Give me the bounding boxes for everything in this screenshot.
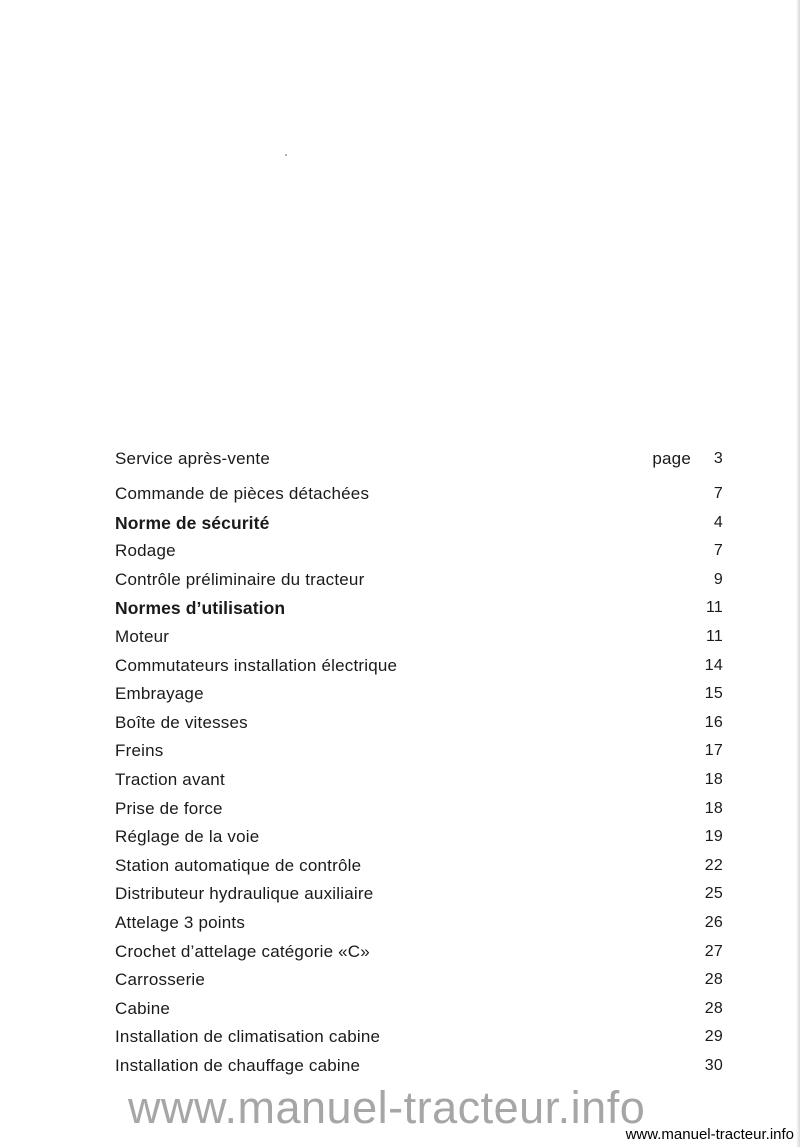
toc-entry-title: Traction avant xyxy=(115,769,225,789)
toc-entry xyxy=(115,966,723,995)
toc-entry-title: Commande de pièces détachées xyxy=(115,484,370,503)
toc-entry-page: 17 xyxy=(704,742,723,760)
toc-entry xyxy=(115,880,723,909)
toc-entry-title: Boîte de vitesses xyxy=(115,712,248,732)
toc-entry xyxy=(115,623,723,652)
toc-entry-title: Commutateurs installation électrique xyxy=(115,655,398,675)
toc-entry-page: 7 xyxy=(713,485,723,502)
toc-entry-page: 14 xyxy=(704,656,723,674)
toc-entry xyxy=(115,480,723,509)
toc-entry-title: Norme de sécurité xyxy=(115,512,270,533)
toc-entry-title: Distributeur hydraulique auxiliaire xyxy=(115,884,374,904)
toc-entry-title: Service après-vente xyxy=(115,449,270,468)
toc-entry xyxy=(115,995,723,1024)
page-edge-shadow xyxy=(796,0,800,1147)
toc-entry-page: 15 xyxy=(704,685,723,703)
toc-entry xyxy=(115,909,723,938)
toc-entry-page: 26 xyxy=(704,913,723,931)
toc-entry-page: 18 xyxy=(704,770,723,788)
toc-entry-page: 18 xyxy=(704,799,723,817)
toc-entry xyxy=(115,566,723,595)
toc-entry-page: 30 xyxy=(704,1056,723,1074)
toc-entry xyxy=(115,938,723,967)
toc-entry xyxy=(115,795,723,824)
table-of-contents xyxy=(115,446,723,1080)
toc-entry xyxy=(115,1052,723,1081)
toc-entry xyxy=(115,446,723,480)
toc-entry-page: 27 xyxy=(704,942,723,960)
watermark-small: www.manuel-tracteur.info xyxy=(625,1126,794,1143)
toc-entry-page: 7 xyxy=(713,542,723,560)
toc-entry xyxy=(115,709,723,738)
toc-entry-page: 29 xyxy=(704,1028,723,1046)
toc-entry-title: Rodage xyxy=(115,541,176,561)
toc-entry-title: Crochet d’attelage catégorie «C» xyxy=(115,941,370,961)
toc-entry-title: Freins xyxy=(115,741,164,761)
toc-entry xyxy=(115,737,723,766)
toc-entry-page: 9 xyxy=(713,570,723,588)
toc-entry-title: Attelage 3 points xyxy=(115,912,246,932)
toc-entry-page: 19 xyxy=(704,828,723,846)
toc-entry xyxy=(115,680,723,709)
toc-entry-page: 11 xyxy=(705,627,723,645)
toc-entry xyxy=(115,537,723,566)
toc-entry-title: Réglage de la voie xyxy=(115,827,260,847)
toc-entry-page: 28 xyxy=(704,971,723,989)
toc-page-label: page xyxy=(652,449,691,468)
toc-entry-title: Installation de climatisation cabine xyxy=(115,1027,381,1047)
toc-entry xyxy=(115,852,723,881)
toc-entry-page: 4 xyxy=(713,513,723,531)
toc-entry-page: 11 xyxy=(705,599,723,617)
toc-entry-title: Prise de force xyxy=(115,798,223,818)
toc-entry-title: Contrôle préliminaire du tracteur xyxy=(115,569,365,589)
toc-section-heading xyxy=(115,594,723,623)
toc-entry xyxy=(115,1023,723,1052)
toc-entry-page: 22 xyxy=(704,856,723,874)
toc-entry xyxy=(115,823,723,852)
toc-entry-title: Cabine xyxy=(115,998,171,1018)
toc-entry-title: Station automatique de contrôle xyxy=(115,855,362,875)
toc-entry-title: Normes d’utilisation xyxy=(115,598,286,619)
toc-entry-title: Carrosserie xyxy=(115,970,206,990)
toc-entry xyxy=(115,652,723,681)
watermark-large: www.manuel-tracteur.info xyxy=(128,1082,646,1133)
toc-entry-page: 3 xyxy=(713,450,723,467)
toc-section-heading xyxy=(115,509,723,538)
toc-entry-title: Embrayage xyxy=(115,684,204,704)
toc-entry-title: Installation de chauffage cabine xyxy=(115,1055,361,1075)
toc-entry-page: 28 xyxy=(704,999,723,1017)
toc-entry-title: Moteur xyxy=(115,626,170,646)
toc-entry-page: 16 xyxy=(704,713,723,731)
print-speck xyxy=(285,154,287,156)
toc-entry xyxy=(115,766,723,795)
toc-entry-page: 25 xyxy=(704,885,723,903)
